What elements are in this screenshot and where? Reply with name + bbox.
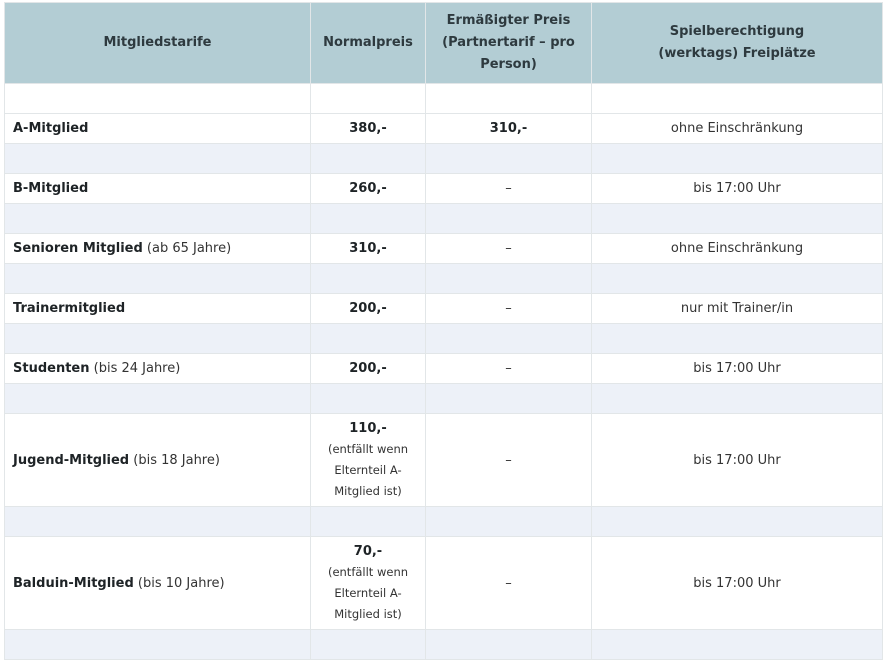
partner-price: –	[426, 354, 592, 384]
table-row	[5, 414, 883, 507]
spacer-row	[5, 264, 883, 294]
normal-price: 260,-	[349, 181, 387, 196]
tariff-name: Studenten	[13, 361, 90, 376]
partner-price: –	[426, 537, 592, 630]
header-play-rights: Spielberechtigung (werktags) Freiplätze	[592, 3, 883, 84]
spacer-row	[5, 204, 883, 234]
table-row	[5, 294, 883, 324]
table-row	[5, 354, 883, 384]
spacer-row	[5, 630, 883, 660]
price-note: (entfällt wenn Elternteil A-Mitglied ist)	[327, 565, 409, 621]
price-note: (entfällt wenn Elternteil A-Mitglied ist)	[327, 442, 409, 498]
tariff-suffix: (bis 18 Jahre)	[129, 452, 220, 468]
partner-price: –	[426, 234, 592, 264]
spacer-row	[5, 144, 883, 174]
play-rights: nur mit Trainer/in	[592, 294, 883, 324]
tariff-name: Senioren Mitglied	[13, 241, 143, 256]
normal-price: 310,-	[349, 241, 387, 256]
play-rights: ohne Einschränkung	[592, 114, 883, 144]
table-header-row	[5, 3, 883, 84]
play-rights: bis 17:00 Uhr	[592, 354, 883, 384]
table-row	[5, 114, 883, 144]
tariff-suffix: (bis 10 Jahre)	[133, 575, 225, 591]
normal-price: 380,-	[349, 121, 387, 136]
tariff-suffix: (bis 24 Jahre)	[89, 361, 181, 376]
header-normal-price: Normalpreis	[311, 3, 426, 84]
table-row	[5, 234, 883, 264]
table-row	[5, 537, 883, 630]
normal-price: 70,-	[353, 544, 383, 559]
partner-price: –	[426, 414, 592, 507]
tariff-name: Balduin-Mitglied	[13, 575, 134, 591]
normal-price: 110,-	[349, 421, 387, 436]
partner-price: –	[426, 294, 592, 324]
tariff-name: B-Mitglied	[13, 181, 89, 196]
spacer-row	[5, 384, 883, 414]
tariff-name: A-Mitglied	[13, 121, 89, 136]
header-tariff: Mitgliedstarife	[5, 3, 311, 84]
tariff-name: Trainermitglied	[13, 301, 126, 316]
normal-price: 200,-	[349, 301, 387, 316]
spacer-row	[5, 324, 883, 354]
normal-price: 200,-	[349, 361, 387, 376]
tariff-table	[4, 2, 883, 660]
play-rights: bis 17:00 Uhr	[592, 414, 883, 507]
play-rights: bis 17:00 Uhr	[592, 174, 883, 204]
play-rights: ohne Einschränkung	[592, 234, 883, 264]
tariff-name: Jugend-Mitglied	[13, 452, 130, 468]
spacer-row	[5, 84, 883, 114]
header-reduced-price: Ermäßigter Preis (Partnertarif – pro Person)	[426, 3, 592, 84]
tariff-suffix: (ab 65 Jahre)	[142, 241, 232, 256]
play-rights: bis 17:00 Uhr	[592, 537, 883, 630]
partner-price: 310,-	[489, 121, 528, 136]
table-row	[5, 174, 883, 204]
spacer-row	[5, 507, 883, 537]
partner-price: –	[426, 174, 592, 204]
